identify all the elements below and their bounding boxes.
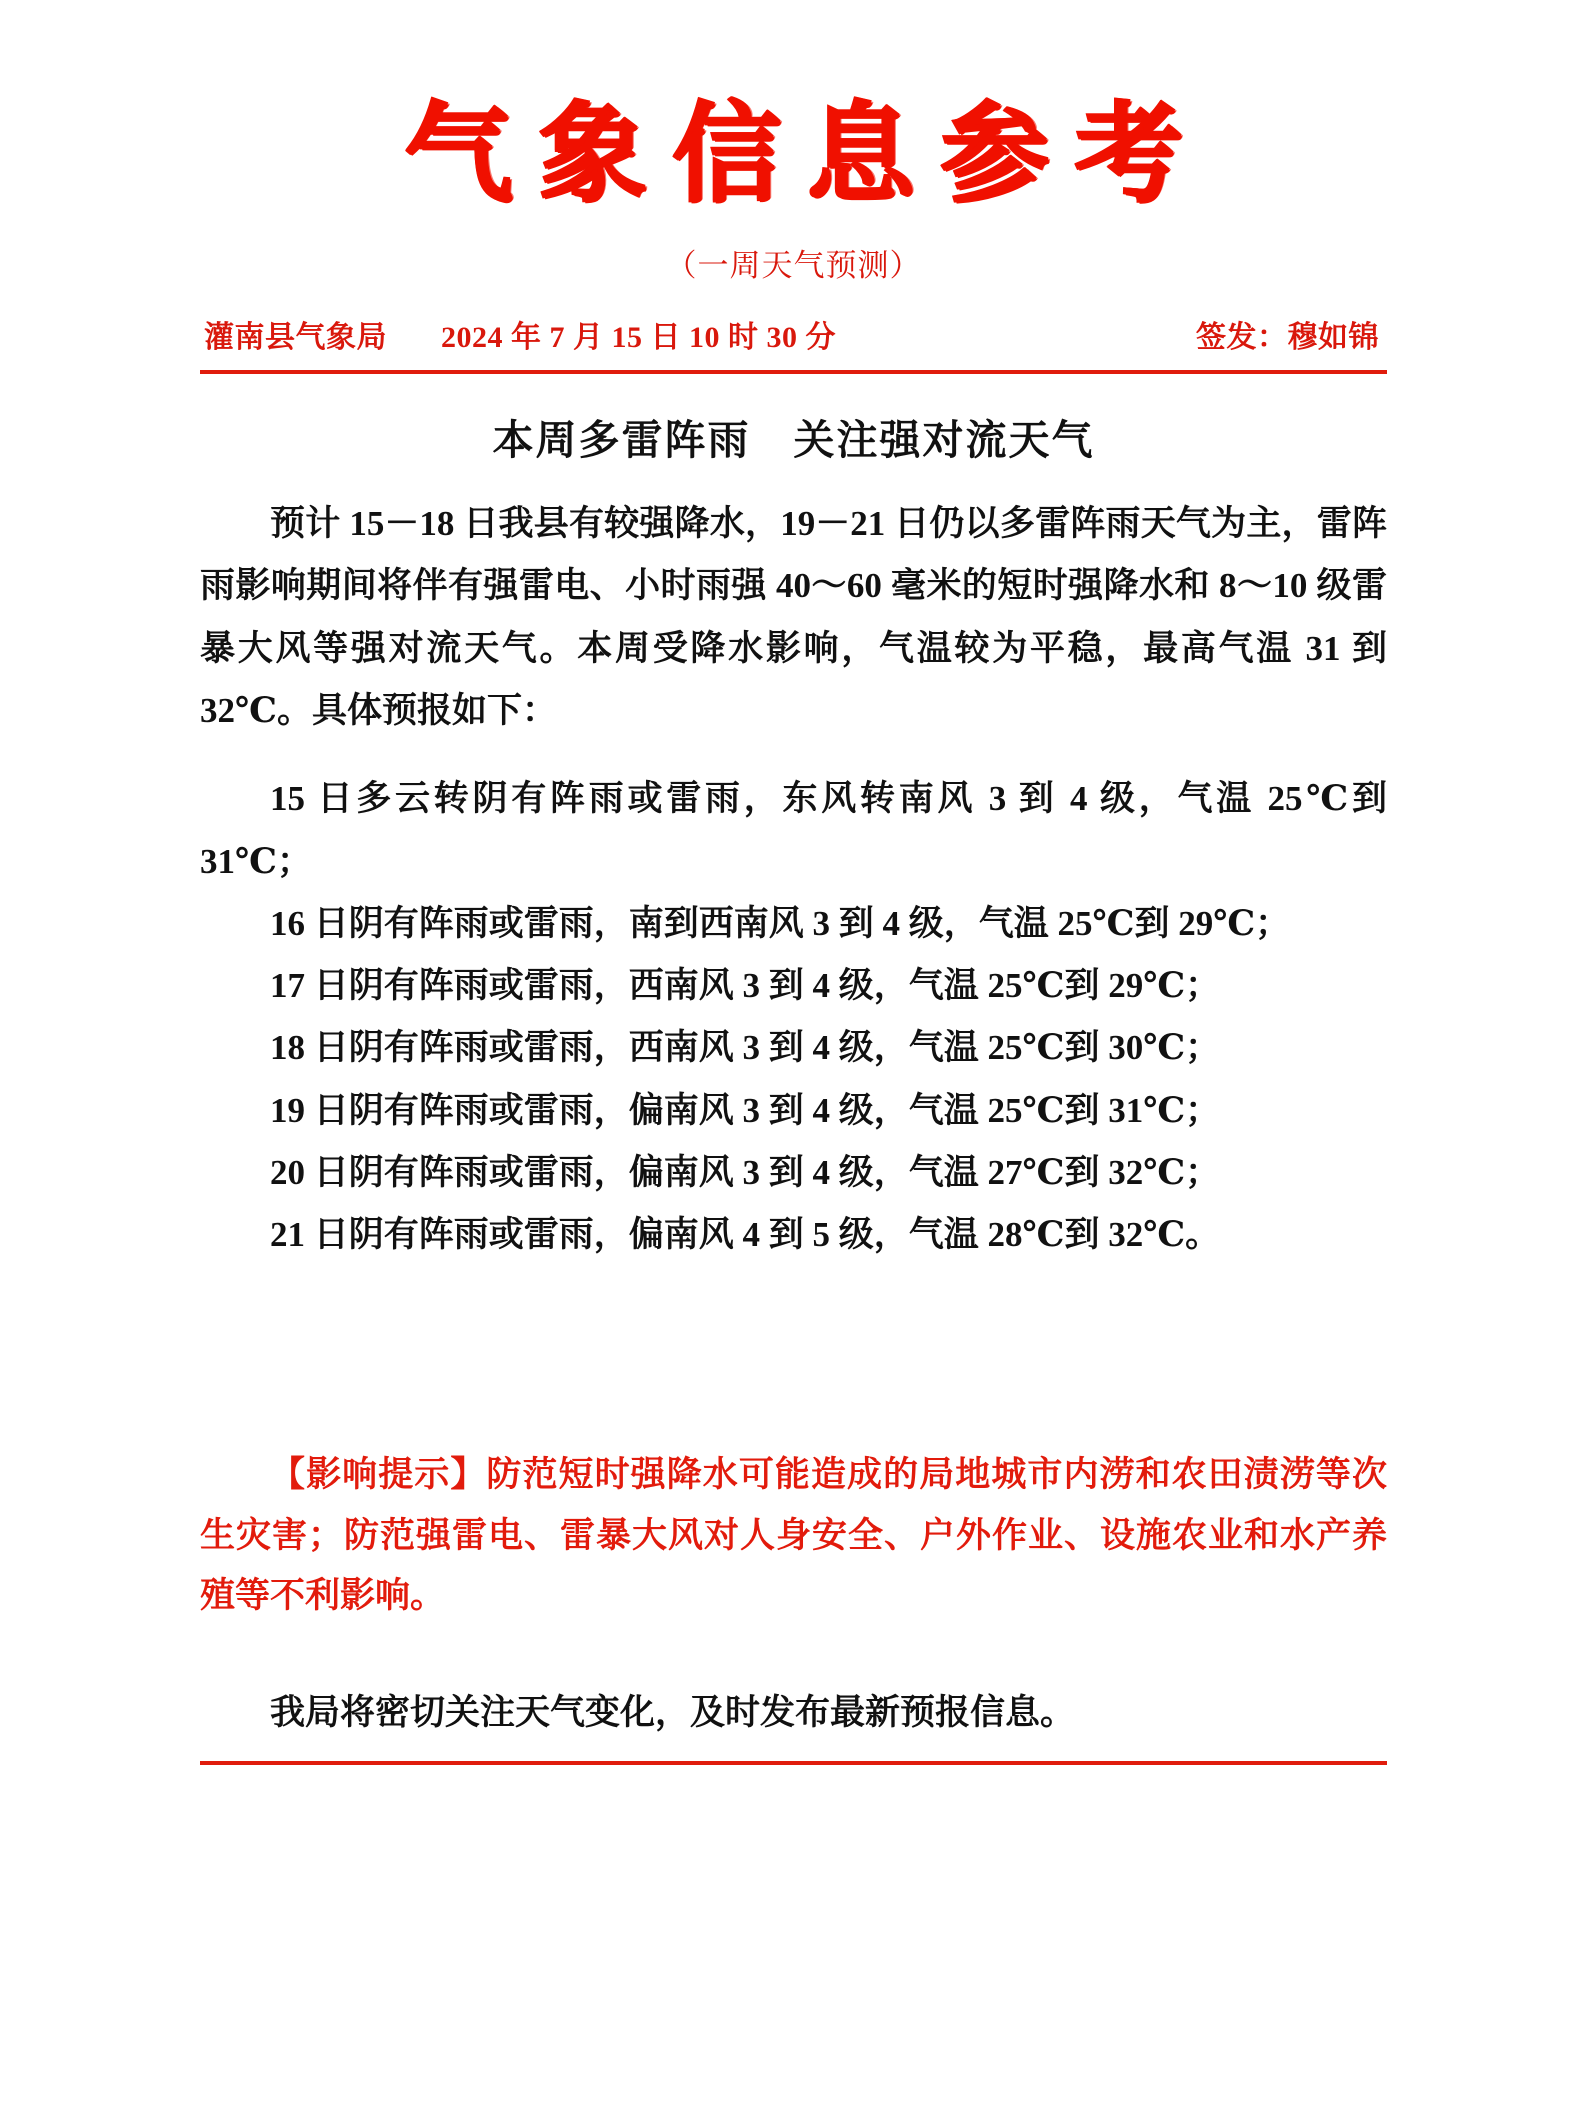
forecast-list [200,768,1387,1266]
masthead-divider [200,370,1387,374]
forecast-day-21: 21 日阴有阵雨或雷雨，偏南风 4 到 5 级，气温 28℃到 32℃。 [270,1215,1221,1255]
issuer-signer: 签发：穆如锦 [1196,320,1379,354]
issue-datetime: 2024 年 7 月 15 日 10 时 30 分 [441,320,836,354]
forecast-day-20: 20 日阴有阵雨或雷雨，偏南风 3 到 4 级，气温 27℃到 32℃； [270,1153,1221,1193]
issuer-bureau: 灌南县气象局 [204,320,387,354]
masthead-subtitle: （一周天气预测） [665,247,922,283]
impact-notice [200,1445,1387,1628]
forecast-day-17: 17 日阴有阵雨或雷雨，西南风 3 到 4 级，气温 25℃到 29℃； [270,966,1221,1006]
page-title: 气象信息参考 [404,91,1209,217]
summary-block [200,493,1387,742]
headline: 本周多雷阵雨 关注强对流天气 [492,415,1095,464]
masthead [200,0,1387,284]
closing-block [200,1683,1387,1743]
forecast-day-15: 15 日多云转阴有阵雨或雷雨，东风转南风 3 到 4 级，气温 25℃到 31℃； [200,779,1387,881]
forecast-day-18: 18 日阴有阵雨或雷雨，西南风 3 到 4 级，气温 25℃到 30℃； [270,1028,1221,1068]
summary-paragraph: 预计 15－18 日我县有较强降水，19－21 日仍以多雷阵雨天气为主，雷阵雨影响期间将伴有强雷电、小时雨强 40～60 毫米的短时强降水和 8～10 级雷暴大风等强对流天气。本周受降水影响，气温较为平稳，最高气温 31 到 32℃。具体预报如下： [200,504,1387,730]
footer-divider [200,1761,1387,1765]
issuer-row [200,312,1387,356]
forecast-day-19: 19 日阴有阵雨或雷雨，偏南风 3 到 4 级，气温 25℃到 31℃； [270,1090,1221,1130]
forecast-day-16: 16 日阴有阵雨或雷雨，南到西南风 3 到 4 级，气温 25℃到 29℃； [270,903,1291,943]
impact-notice-text: 【影响提示】防范短时强降水可能造成的局地城市内涝和农田渍涝等次生灾害；防范强雷电、雷暴大风对人身安全、户外作业、设施农业和水产养殖等不利影响。 [200,1454,1387,1616]
closing-text: 我局将密切关注天气变化，及时发布最新预报信息。 [270,1693,1076,1733]
